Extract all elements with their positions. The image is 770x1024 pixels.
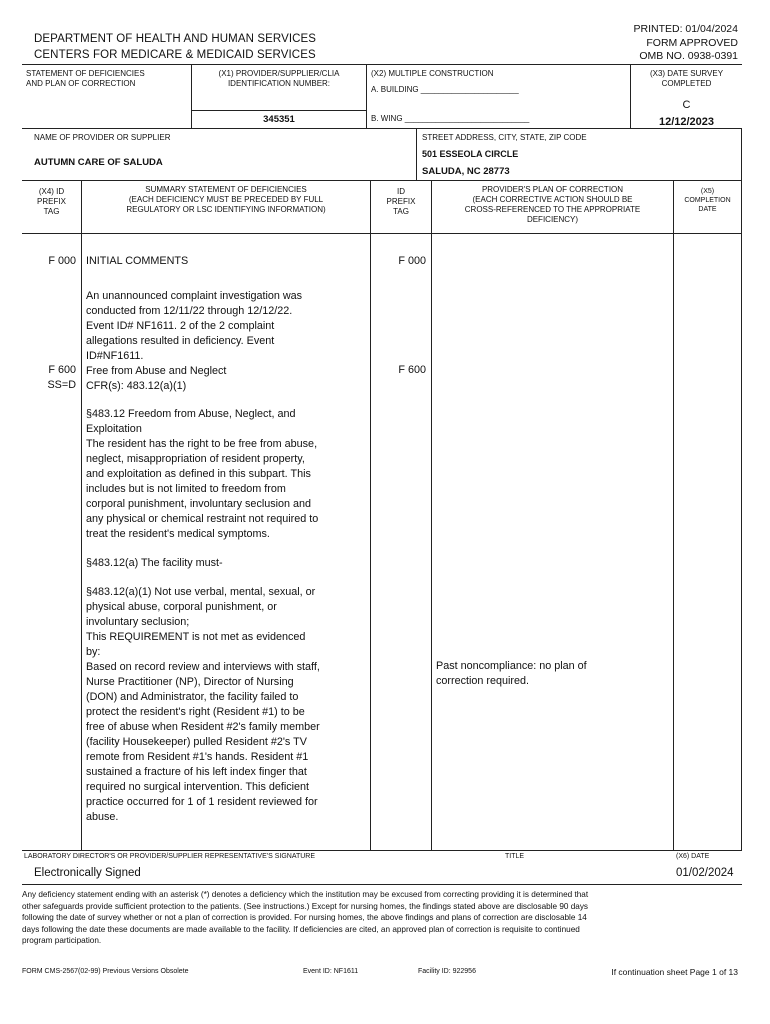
tag-f600-left: F 600 xyxy=(48,364,76,376)
rule xyxy=(673,180,674,850)
initial-comments-heading: INITIAL COMMENTS xyxy=(86,255,189,267)
rule xyxy=(22,850,742,851)
city-state-zip: SALUDA, NC 28773 xyxy=(422,166,510,177)
form-number: FORM CMS-2567(02-99) Previous Versions Obsolete xyxy=(22,968,189,975)
tag-f000-right: F 000 xyxy=(398,255,426,267)
finding-text: §483.12(a)(1) Not use verbal, mental, sexual, or physical abuse, corporal punishment, or involuntary seclusion; This REQUIREMENT is not met as evidenced by: Based on record review and interviews with staff, Nurse Practitioner (NP), Director of Nursing (DON) and Administrator, the facility failed to protect the resident's right (Resident #1) to be free of abuse when Resident #2's family member (facility Housekeeper) pulled Resident #2's TV remote from Resident #1's hands. Resident #1 sustained a fracture of his left index finger that required no surgical intervention. This deficient practice occurred for 1 of 1 resident reviewed for abuse. xyxy=(86,586,320,823)
rule xyxy=(22,180,742,181)
provider-name: AUTUMN CARE OF SALUDA xyxy=(34,157,163,168)
printed-date: PRINTED: 01/04/2024 xyxy=(633,23,738,35)
facility-must-text: §483.12(a) The facility must- xyxy=(86,557,223,569)
rule xyxy=(191,110,366,111)
signature-label: LABORATORY DIRECTOR'S OR PROVIDER/SUPPLIER REPRESENTATIVE'S SIGNATURE xyxy=(24,853,316,860)
x4-header: (X4) ID PREFIX TAG xyxy=(37,187,66,216)
id-prefix-header: ID PREFIX TAG xyxy=(386,187,416,216)
omb-number: OMB NO. 0938-0391 xyxy=(639,50,738,62)
agency-title: CENTERS FOR MEDICARE & MEDICAID SERVICES xyxy=(34,49,316,61)
rule xyxy=(81,180,82,850)
statement-label: STATEMENT OF DEFICIENCIES AND PLAN OF CORRECTION xyxy=(26,69,145,88)
x2-label: (X2) MULTIPLE CONSTRUCTION xyxy=(371,69,494,78)
form-approved: FORM APPROVED xyxy=(646,37,738,49)
address-label: STREET ADDRESS, CITY, STATE, ZIP CODE xyxy=(422,133,587,142)
rule xyxy=(22,884,742,885)
rule xyxy=(741,128,742,180)
rule xyxy=(366,64,367,128)
provider-id: 345351 xyxy=(263,114,295,125)
f600-title: Free from Abuse and Neglect CFR(s): 483.12(a)(1) xyxy=(86,365,227,392)
regulation-text: §483.12 Freedom from Abuse, Neglect, and Exploitation The resident has the right to be free from abuse, neglect, misappropriation of resident property, and exploitation as defined in this subpart. This includes but is not limited to freedom from corporal punishment, involuntary seclusion and any physical or chemical restraint not required to treat the resident's medical symptoms. xyxy=(86,408,319,540)
summary-header: SUMMARY STATEMENT OF DEFICIENCIES (EACH DEFICIENCY MUST BE PRECEDED BY FULL REGULATORY OR LSC IDENTIFYING INFORMATION) xyxy=(126,185,326,214)
x3-label: (X3) DATE SURVEY COMPLETED xyxy=(649,69,724,88)
rule xyxy=(741,180,742,850)
date-label: (X6) DATE xyxy=(676,853,710,860)
rule xyxy=(22,64,742,65)
x3-code: C xyxy=(682,99,691,111)
rule xyxy=(370,180,371,850)
facility-id: Facility ID: 922956 xyxy=(418,968,476,975)
rule xyxy=(431,180,432,850)
x2-wing: B. WING ____________________________ xyxy=(371,114,530,123)
provider-name-label: NAME OF PROVIDER OR SUPPLIER xyxy=(34,133,171,142)
plan-header: PROVIDER'S PLAN OF CORRECTION (EACH CORRECTIVE ACTION SHOULD BE CROSS-REFERENCED TO THE APPROPRIATE DEFICIENCY) xyxy=(464,185,641,224)
page-indicator: If continuation sheet Page 1 of 13 xyxy=(611,967,738,977)
rule xyxy=(416,128,417,180)
title-label: TITLE xyxy=(505,853,525,860)
signature-value: Electronically Signed xyxy=(34,867,141,879)
rule xyxy=(22,128,742,129)
scope-severity: SS=D xyxy=(47,379,76,391)
completion-header: (X5) COMPLETION DATE xyxy=(684,188,731,213)
disclaimer: Any deficiency statement ending with an asterisk (*) denotes a deficiency which the institution may be excused from correcting providing it is determined that other safeguards provide sufficient protection to the patients. (See instructions.) Except for nursing homes, the findings stated above are disclosable 90 days following the date of survey whether or not a plan of correction is provided. For nursing homes, the above findings and plans of correction are disclosable 14 days following the date these documents are made available to the facility. If deficiencies are cited, an approved plan of correction is requisite to continued program participation. xyxy=(22,890,589,946)
intro-paragraph: An unannounced complaint investigation was conducted from 12/11/22 through 12/12/22. Event ID# NF1611. 2 of the 2 complaint allegations resulted in deficiency. Event ID#NF1611. xyxy=(86,290,303,362)
rule xyxy=(22,233,742,234)
signature-date: 01/02/2024 xyxy=(676,867,734,879)
survey-date: 12/12/2023 xyxy=(658,116,715,128)
event-id: Event ID: NF1611 xyxy=(303,968,359,975)
street-address: 501 ESSEOLA CIRCLE xyxy=(422,149,519,159)
department-title: DEPARTMENT OF HEALTH AND HUMAN SERVICES xyxy=(34,33,317,45)
tag-f000-left: F 000 xyxy=(48,255,76,267)
plan-of-correction-text: Past noncompliance: no plan of correction required. xyxy=(436,660,587,687)
tag-f600-right: F 600 xyxy=(398,364,426,376)
x2-building: A. BUILDING ______________________ xyxy=(371,85,519,94)
x1-label: (X1) PROVIDER/SUPPLIER/CLIA IDENTIFICATION NUMBER: xyxy=(218,69,340,88)
